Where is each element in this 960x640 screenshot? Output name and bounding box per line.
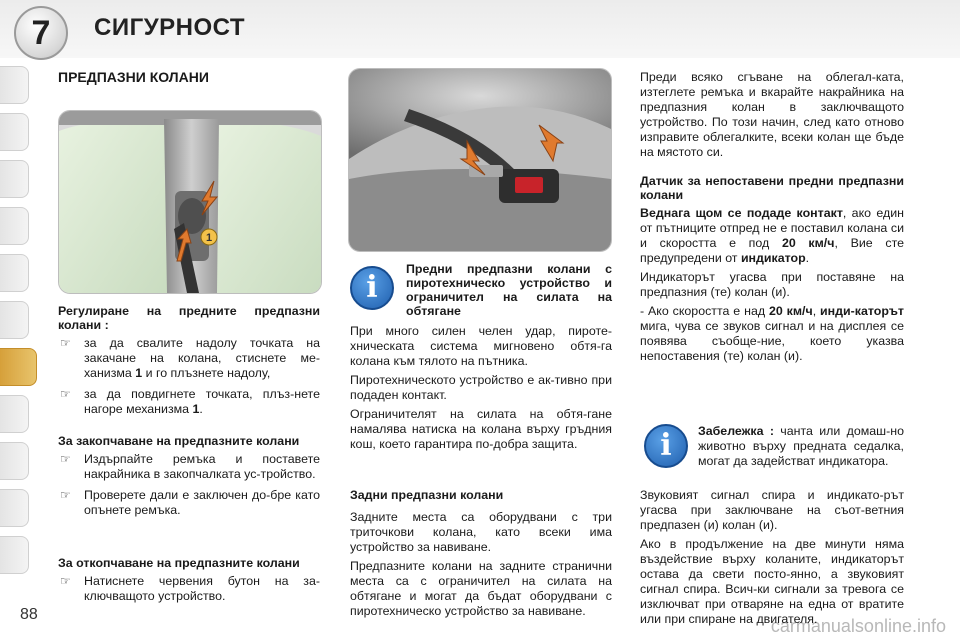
note-box	[698, 424, 904, 473]
paragraph: При много силен челен удар, пироте-хническата система мигновено обтя-га колана към тялото на пътника.	[350, 324, 612, 368]
paragraph: Предпазните колани на задните странични места са с ограничител на силата на обтягане и могат да бъдат оборудвани с пиротехническо устройство за навиване.	[350, 559, 612, 618]
pointing-hand-icon: ☞	[60, 336, 71, 350]
pyrotechnic-info	[406, 262, 612, 322]
fasten-heading: За закопчаване на предпазните колани	[58, 434, 300, 448]
photo-callout-1: 1	[205, 232, 213, 244]
paragraph: Ограничителят на силата на обтя-гане намалява натиска на колана върху гръдния кош, което гарантира по-добра защита.	[350, 407, 612, 451]
chapter-tab-5[interactable]	[0, 254, 29, 292]
info-icon: i	[644, 424, 688, 468]
fasten-section	[58, 434, 320, 524]
note: Забележка : чанта или домаш-но животно върху предната седалка, могат да задействат индикатора.	[698, 424, 904, 468]
rear-belts-section	[350, 488, 612, 623]
chapter-tab-7[interactable]	[0, 348, 37, 386]
chapter-number-badge: 7	[14, 6, 68, 60]
paragraph: - Ако скоростта е над 20 км/ч, инди-каторът мига, чува се звуков сигнал и на дисплея се появява съобще-ние, което указва непоставения (те) колан (и).	[640, 304, 904, 363]
info-heading: Предни предпазни колани с пиротехническо устройство и ограничител на силата на обтягане	[406, 262, 612, 318]
list-item: ☞ за да повдигнете точката, плъз-нете нагоре механизма 1.	[60, 387, 320, 416]
pointing-hand-icon: ☞	[60, 452, 71, 466]
unfasten-heading: За откопчаване на предпазните колани	[58, 556, 300, 570]
sensor-heading: Датчик за непоставени предни предпазни колани	[640, 174, 904, 202]
chapter-tab-10[interactable]	[0, 489, 29, 527]
chapter-title: СИГУРНОСТ	[94, 14, 246, 41]
paragraph: Индикаторът угасва при поставяне на предпазния (те) колан (и).	[640, 270, 904, 299]
paragraph: Задните места са оборудвани с три триточкови колана, като всеки има устройство за навиване.	[350, 510, 612, 554]
chapter-tab-2[interactable]	[0, 113, 29, 151]
paragraph: Преди всяко сгъване на облегал-ката, изтеглете ремъка и вкарайте накрайника на предпазния колан в заключващото устройство. По този начин, след като отново изправите облегалките, всеки колан ще бъде на мястото си.	[640, 70, 904, 159]
list-item: ☞ Проверете дали е заключен до-бре като опънете ремъка.	[60, 488, 320, 517]
list-item: ☞ Издърпайте ремъка и поставете накрайника в закопчалката ус-тройство.	[60, 452, 320, 481]
adjust-heading: Регулиране на предните предпазни колани :	[58, 304, 320, 332]
paragraph: Пиротехническото устройство е ак-тивно при подаден контакт.	[350, 373, 612, 402]
pointing-hand-icon: ☞	[60, 387, 71, 401]
rear-heading: Задни предпазни колани	[350, 488, 504, 502]
left-column-text	[58, 304, 320, 423]
info-icon: i	[350, 266, 394, 310]
page-number: 88	[20, 606, 38, 623]
seatbelt-buckle-photo	[348, 68, 612, 252]
middle-column-text	[350, 324, 612, 456]
right-column-after-note	[640, 488, 904, 631]
chapter-tab-1[interactable]	[0, 66, 29, 104]
pointing-hand-icon: ☞	[60, 574, 71, 588]
chapter-tabs	[0, 66, 40, 583]
section-title: ПРЕДПАЗНИ КОЛАНИ	[58, 69, 209, 85]
right-column-text	[640, 70, 904, 368]
paragraph: Звуковият сигнал спира и индикато-рът угасва при заключване на съот-ветния предпазен (и) колан (и).	[640, 488, 904, 532]
chapter-tab-6[interactable]	[0, 301, 29, 339]
chapter-tab-11[interactable]	[0, 536, 29, 574]
unfasten-section	[58, 556, 320, 610]
list-item: ☞ Натиснете червения бутон на за-ключващото устройство.	[60, 574, 320, 603]
watermark: carmanualsonline.info	[770, 616, 946, 636]
paragraph: Веднага щом се подаде контакт, ако един от пътниците отпред не е поставил колана си и скоростта е под 20 км/ч, Вие сте предупредени от индикатор.	[640, 206, 904, 265]
chapter-tab-9[interactable]	[0, 442, 29, 480]
chapter-tab-8[interactable]	[0, 395, 29, 433]
paragraph: Ако в продължение на две минути няма въздействие върху коланите, индикаторът остава да свети посто-янно, а звуковият сигнал спира. Всич-ки сигнали за тревога се изключват при отваряне на една от вратите или при спиране на двигателя.	[640, 537, 904, 626]
chapter-tab-3[interactable]	[0, 160, 29, 198]
pointing-hand-icon: ☞	[60, 488, 71, 502]
seatbelt-height-adjust-photo	[58, 110, 322, 294]
list-item: ☞ за да свалите надолу точката на закачане на колана, стиснете ме-ханизма 1 и го плъзнете надолу,	[60, 336, 320, 380]
chapter-tab-4[interactable]	[0, 207, 29, 245]
left-column	[58, 70, 324, 89]
